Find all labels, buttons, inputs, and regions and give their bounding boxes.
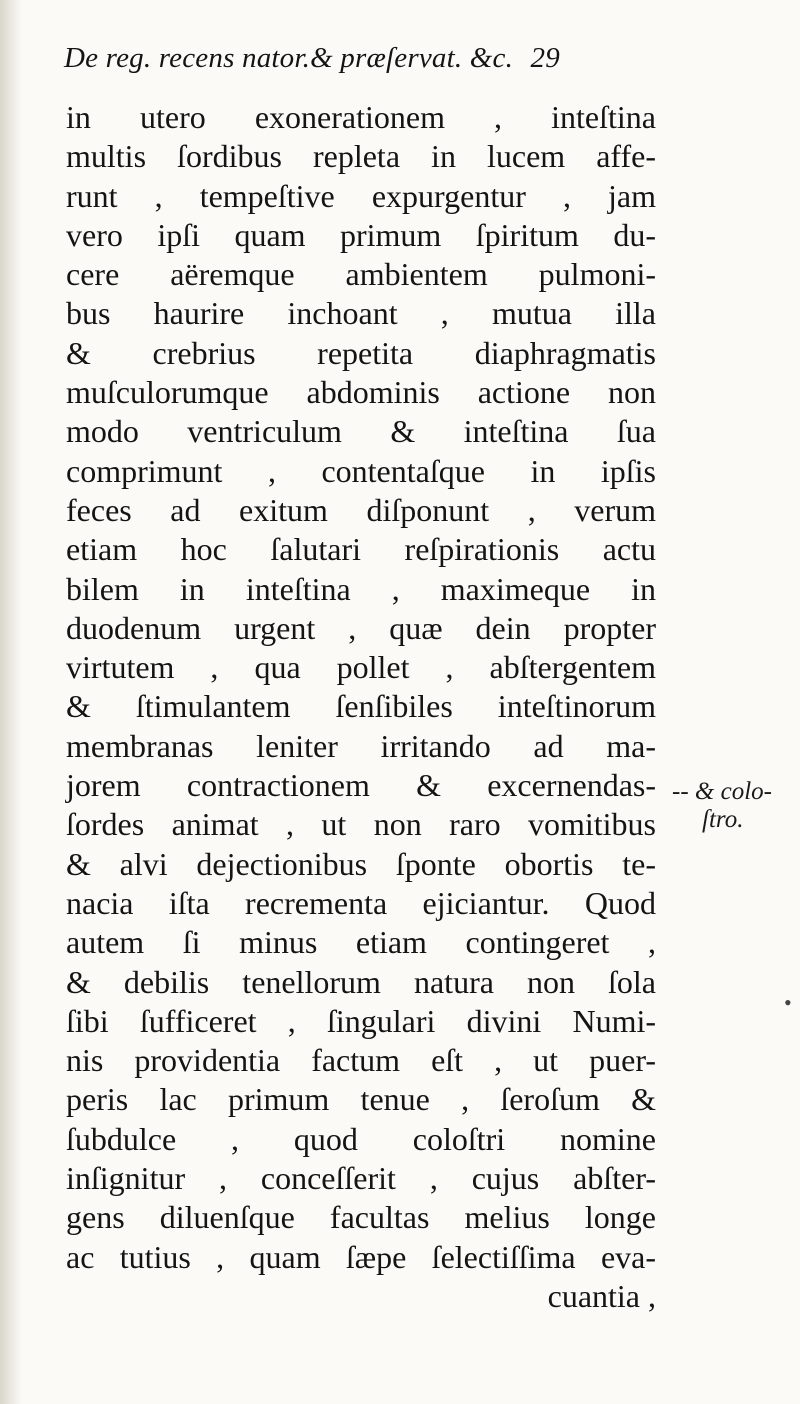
margin-note-line-1: -- & colo-	[672, 778, 772, 805]
text-line: inſignitur , conceſſerit , cujus abſter-	[66, 1160, 656, 1197]
text-line: vero ipſi quam primum ſpiritum du-	[66, 216, 656, 253]
text-line: bus haurire inchoant , mutua illa	[66, 295, 656, 332]
text-line: muſculorumque abdominis actione non	[66, 374, 656, 411]
text-line: etiam hoc ſalutari reſpirationis actu	[66, 531, 656, 568]
text-line: autem ſi minus etiam contingeret ,	[66, 924, 656, 961]
text-line: ſordes animat , ut non raro vomitibus	[66, 806, 656, 843]
text-line: & ſtimulantem ſenſibiles inteſtinorum	[66, 688, 656, 725]
text-line: cuantia ,	[547, 1277, 656, 1314]
text-line: cere aëremque ambientem pulmoni-	[66, 256, 656, 293]
text-line: bilem in inteſtina , maximeque in	[66, 570, 656, 607]
text-line: gens diluenſque facultas melius longe	[66, 1199, 656, 1236]
text-line: ſubdulce , quod coloſtri nomine	[66, 1120, 656, 1157]
text-line: in utero exonerationem , inteſtina	[66, 99, 656, 135]
margin-note	[672, 778, 796, 834]
text-line: feces ad exitum diſponunt , verum	[66, 491, 656, 528]
text-line: nis providentia factum eſt , ut puer-	[66, 1042, 656, 1079]
text-line: nacia iſta recrementa ejiciantur. Quod	[66, 884, 656, 921]
text-line: peris lac primum tenue , ſeroſum &	[66, 1081, 656, 1118]
text-line: jorem contractionem & excernendas-	[66, 767, 656, 804]
text-line: ſibi ſufficeret , ſingulari divini Numi-	[66, 1002, 656, 1039]
body-text	[66, 98, 706, 1316]
running-head	[64, 42, 664, 75]
text-line: membranas leniter irritando ad ma-	[66, 727, 656, 764]
text-line: ac tutius , quam ſæpe ſelectiſſima eva-	[66, 1238, 656, 1275]
running-head-title: De reg. recens nator.& præſervat. &c.	[64, 42, 514, 74]
margin-note-line-2: ſtro.	[702, 806, 744, 833]
text-line: & crebrius repetita diaphragmatis	[66, 334, 656, 371]
text-line: modo ventriculum & inteſtina ſua	[66, 413, 656, 450]
text-line: runt , tempeſtive expurgentur , jam	[66, 177, 656, 214]
text-line: virtutem , qua pollet , abſtergentem	[66, 649, 656, 686]
text-line: duodenum urgent , quæ dein propter	[66, 609, 656, 646]
text-line: comprimunt , contentaſque in ipſis	[66, 452, 656, 489]
text-line: multis ſordibus repleta in lucem affe-	[66, 138, 656, 175]
text-line: & debilis tenellorum natura non ſola	[66, 963, 656, 1000]
margin-mark: •	[784, 990, 792, 1015]
page-edge-shadow	[0, 0, 22, 1404]
text-line: & alvi dejectionibus ſponte obortis te-	[66, 845, 656, 882]
page-number: 29	[530, 42, 560, 74]
